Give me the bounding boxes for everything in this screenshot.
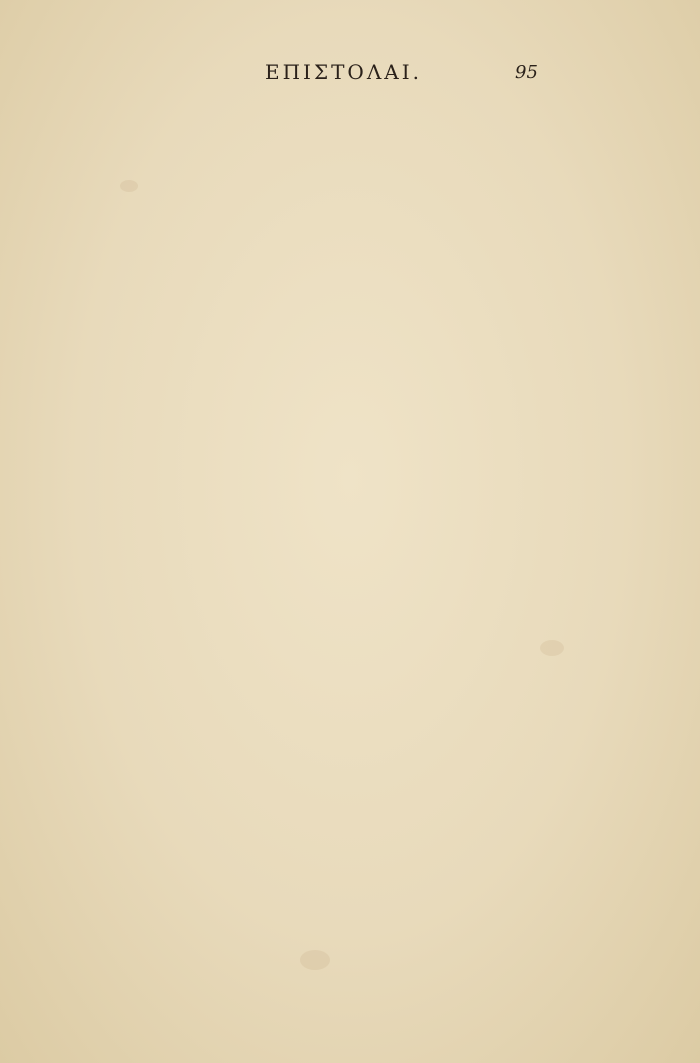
text-line (95, 210, 550, 233)
text-line (95, 749, 550, 772)
text-line (95, 327, 550, 350)
text-line (95, 960, 550, 983)
text-line (95, 820, 550, 843)
text-line (95, 562, 550, 585)
text-line (95, 866, 550, 889)
text-line (95, 468, 550, 491)
text-line (95, 913, 550, 936)
text-line (95, 585, 550, 608)
running-title: ΕΠΙΣΤΟΛΑΙ. (265, 60, 422, 84)
text-line (95, 656, 550, 679)
text-line (95, 351, 550, 374)
text-line (95, 984, 550, 1007)
text-line (95, 726, 550, 749)
text-line (95, 796, 550, 819)
text-line (95, 257, 550, 280)
page-number: 95 (515, 62, 538, 83)
text-line (95, 843, 550, 866)
text-line (95, 702, 550, 725)
text-line (95, 890, 550, 913)
text-line (95, 937, 550, 960)
text-line (95, 445, 550, 468)
text-line (95, 679, 550, 702)
running-head (0, 60, 700, 90)
body-text-block (95, 93, 550, 1054)
text-line (95, 304, 550, 327)
text-line (95, 491, 550, 514)
text-line (95, 116, 550, 139)
text-line (95, 538, 550, 561)
text-line (95, 374, 550, 397)
text-line (95, 515, 550, 538)
text-line (95, 93, 550, 116)
text-line (95, 421, 550, 444)
text-line (95, 609, 550, 632)
text-line (95, 140, 550, 163)
text-line (95, 163, 550, 186)
text-line (95, 773, 550, 796)
text-line (95, 187, 550, 210)
text-line (95, 1007, 550, 1030)
text-line (95, 234, 550, 257)
text-line (95, 1031, 550, 1054)
text-line (95, 398, 550, 421)
text-line (95, 281, 550, 304)
text-line (95, 632, 550, 655)
